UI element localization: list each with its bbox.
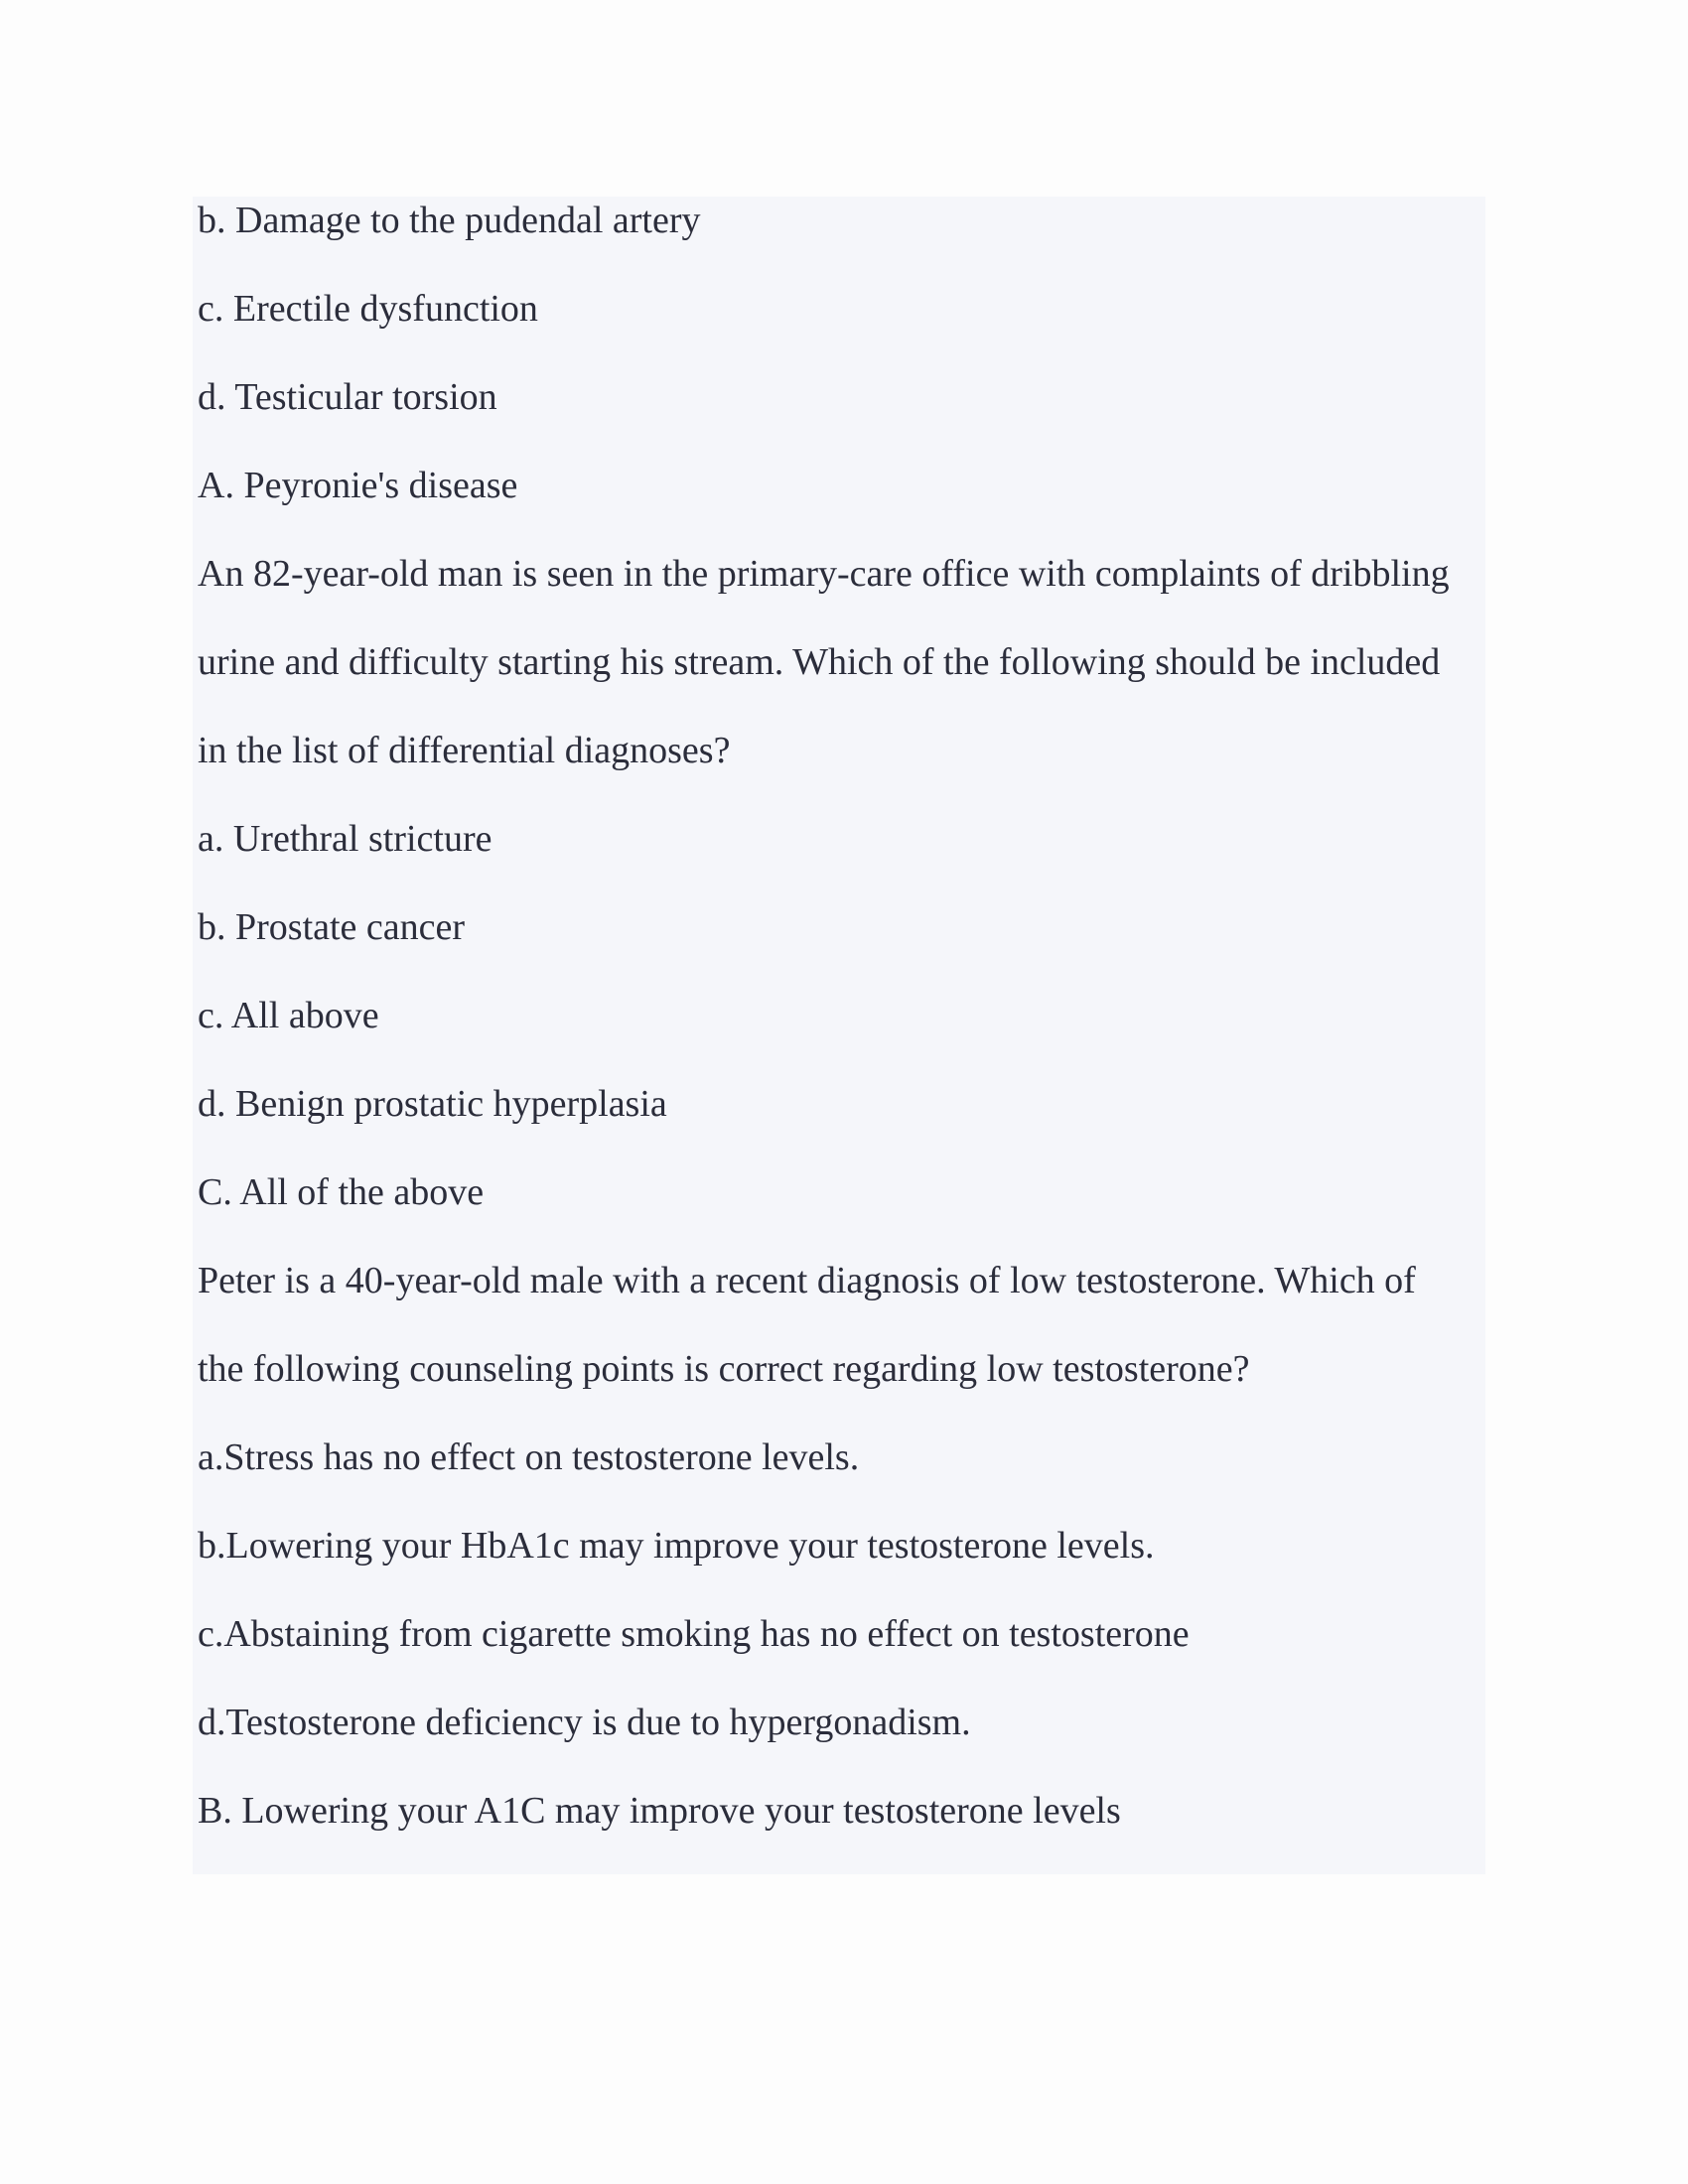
question-2-option-b: b. Prostate cancer bbox=[198, 906, 466, 948]
question-3-answer: B. Lowering your A1C may improve your testosterone levels bbox=[198, 1790, 1121, 1832]
question-3-option-d: d.Testosterone deficiency is due to hypergonadism. bbox=[198, 1702, 971, 1743]
question-3-option-b: b.Lowering your HbA1c may improve your testosterone levels. bbox=[198, 1525, 1155, 1567]
question-3-text-line-2: the following counseling points is correct regarding low testosterone? bbox=[198, 1348, 1250, 1390]
question-2-option-c: c. All above bbox=[198, 995, 379, 1036]
previous-question-option-d: d. Testicular torsion bbox=[198, 376, 497, 418]
question-2-text-line-1: An 82-year-old man is seen in the primary-care office with complaints of dribbling bbox=[198, 553, 1450, 595]
question-3-option-a: a.Stress has no effect on testosterone levels. bbox=[198, 1436, 860, 1478]
question-2-option-a: a. Urethral stricture bbox=[198, 818, 492, 860]
question-2-option-d: d. Benign prostatic hyperplasia bbox=[198, 1083, 667, 1125]
question-3-text-line-1: Peter is a 40-year-old male with a recent diagnosis of low testosterone. Which of bbox=[198, 1260, 1416, 1301]
question-2-text-line-3: in the list of differential diagnoses? bbox=[198, 730, 731, 771]
previous-question-answer: A. Peyronie's disease bbox=[198, 465, 518, 506]
previous-question-option-b: b. Damage to the pudendal artery bbox=[198, 200, 701, 241]
question-2-text-line-2: urine and difficulty starting his stream. Which of the following should be included bbox=[198, 641, 1441, 683]
previous-question-option-c: c. Erectile dysfunction bbox=[198, 288, 538, 330]
question-2-answer: C. All of the above bbox=[198, 1171, 485, 1213]
question-3-option-c: c.Abstaining from cigarette smoking has no effect on testosterone bbox=[198, 1613, 1190, 1655]
